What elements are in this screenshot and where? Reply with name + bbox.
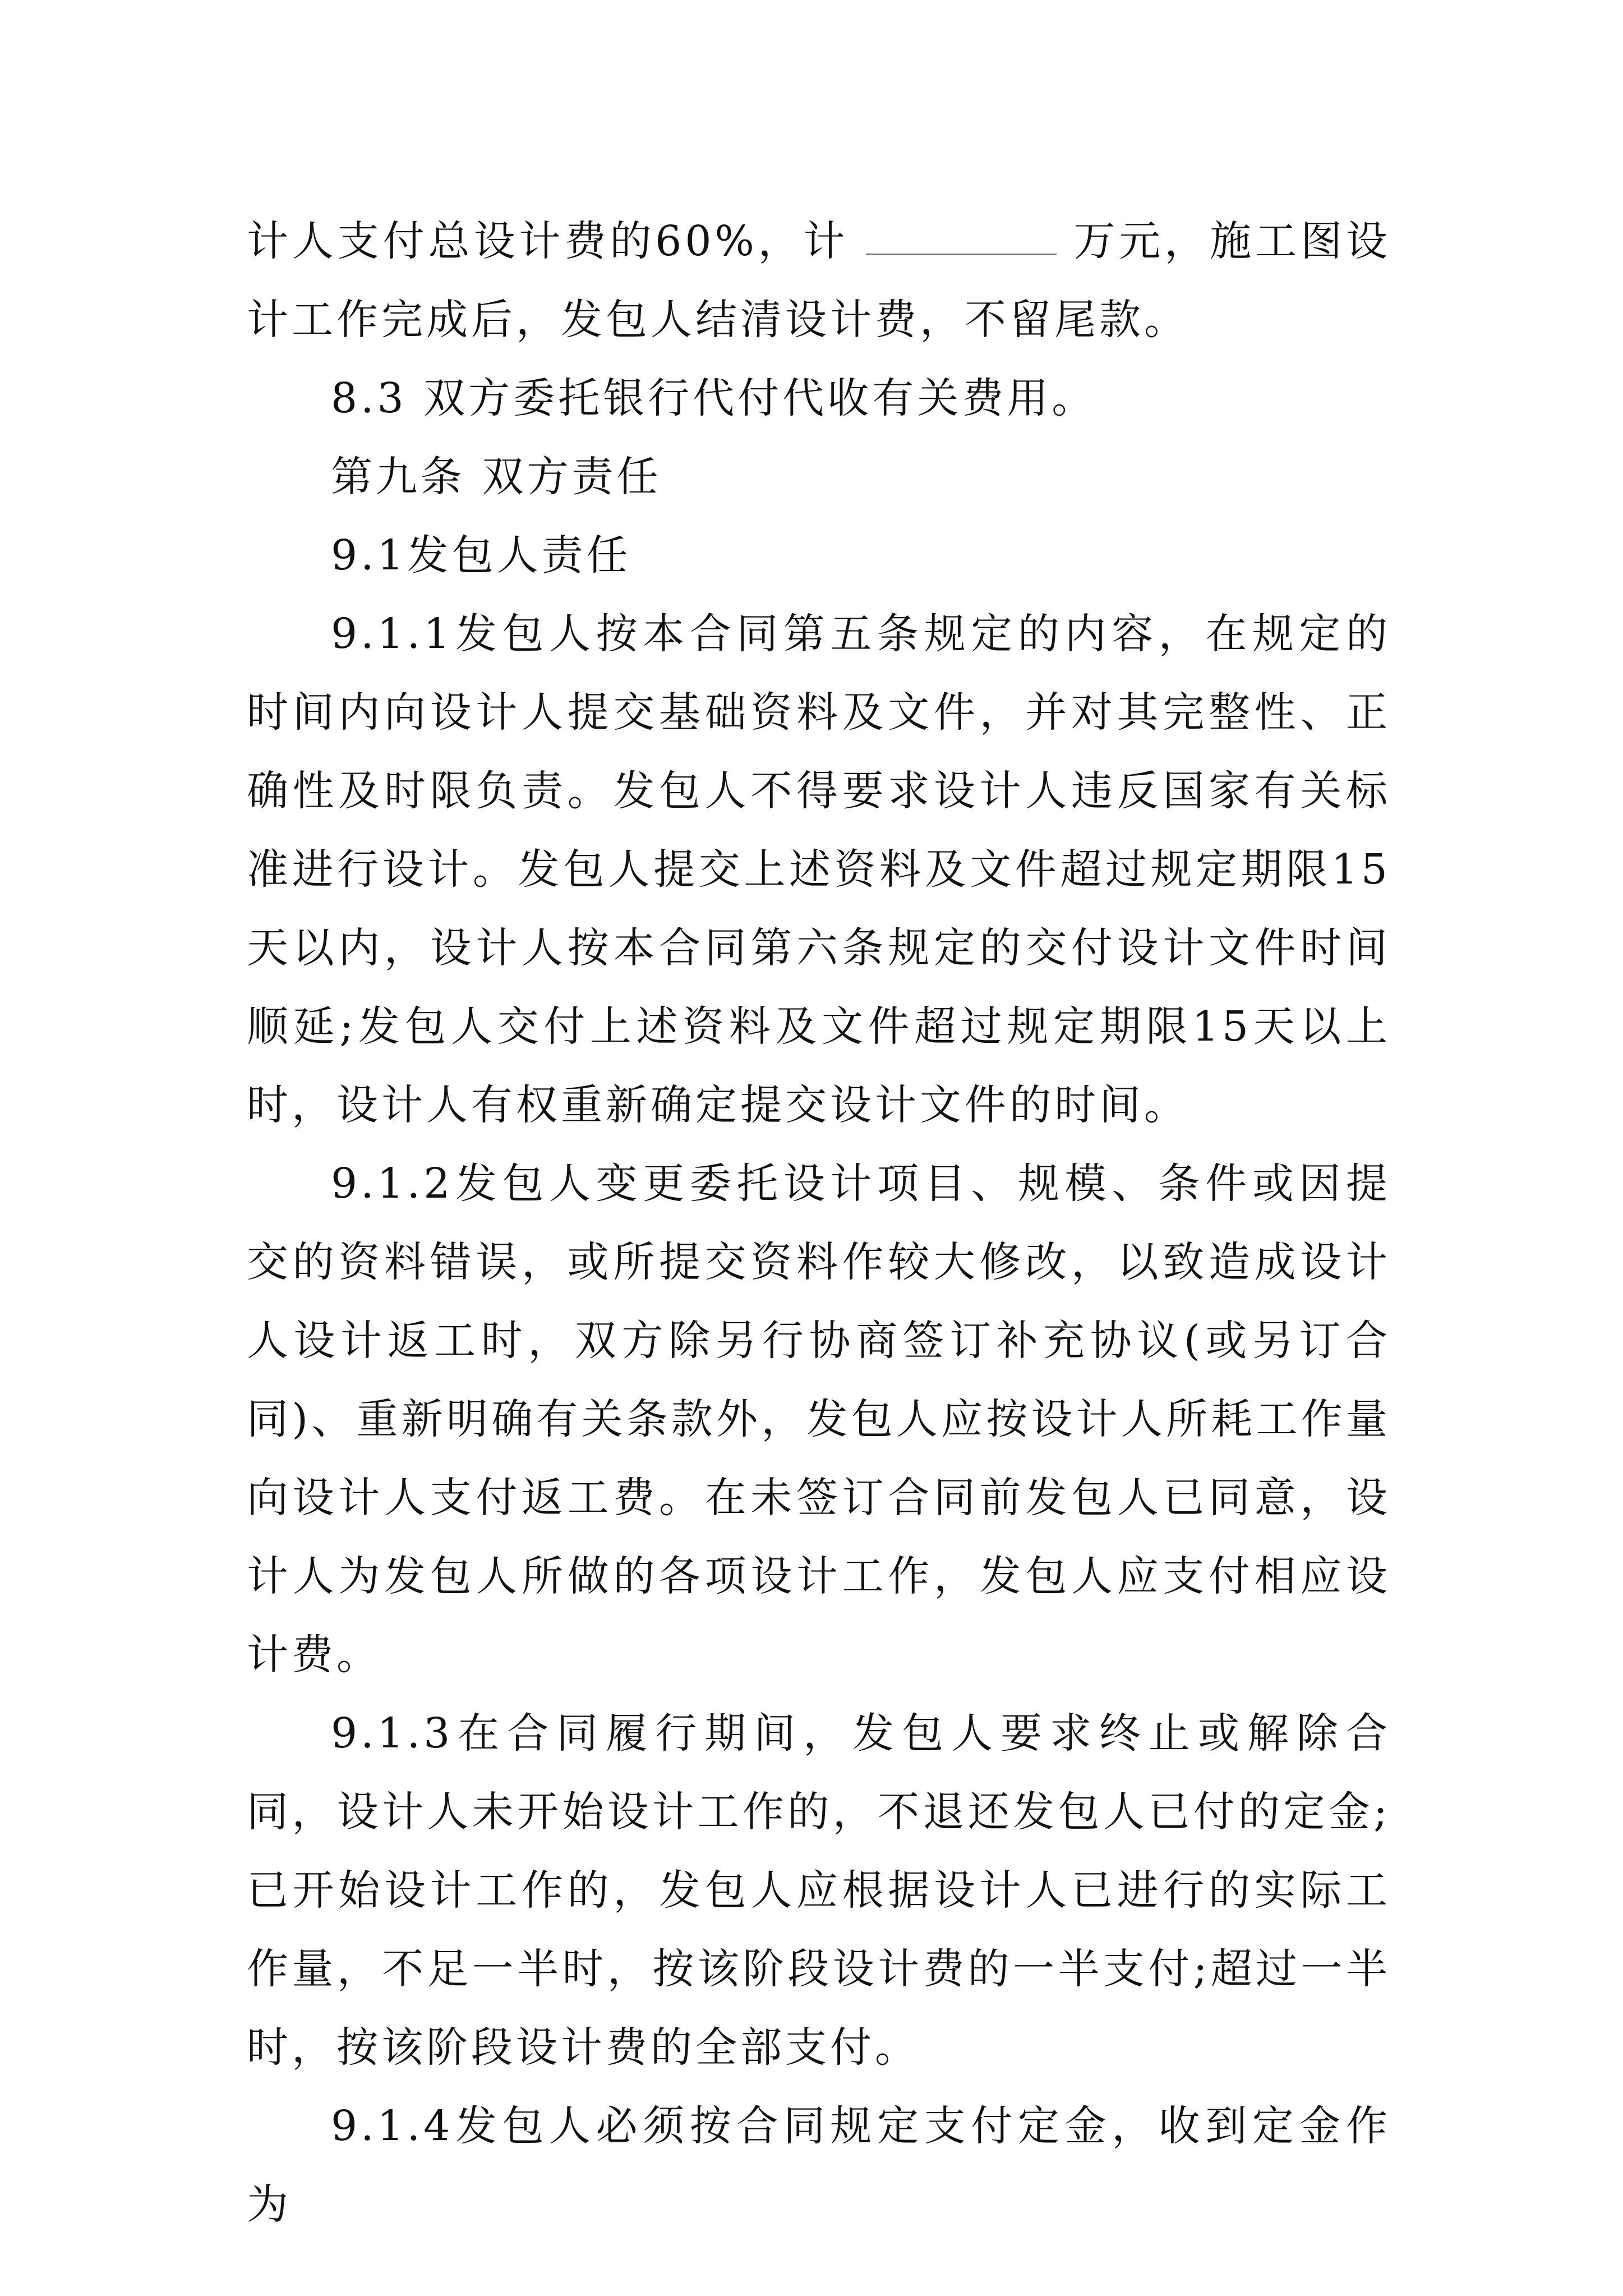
paragraph-payment-terms: [247, 202, 1391, 359]
paragraph-8-3: 8.3 双方委托银行代付代收有关费用。: [331, 374, 1097, 422]
payment-text-after-blank: 万元，施工图设计工作完成后，发包人结清设计费，不留尾款。: [247, 217, 1391, 344]
paragraph-9-1-3: 9.1.3在合同履行期间，发包人要求终止或解除合同，设计人未开始设计工作的，不退还发包人已付的定金;已开始设计工作的，发包人应根据设计人已进行的实际工作量，不足一半时，按该阶段设计费的一半支付;超过一半时，按该阶段设计费的全部支付。: [247, 1709, 1391, 2072]
article-9-heading: 第九条 双方责任: [331, 453, 662, 501]
paragraph-9-1-1: 9.1.1发包人按本合同第五条规定的内容，在规定的时间内向设计人提交基础资料及文件，并对其完整性、正确性及时限负责。发包人不得要求设计人违反国家有关标准进行设计。发包人提交上述资料及文件超过规定期限15天以内，设计人按本合同第六条规定的交付设计文件时间顺延;发包人交付上述资料及文件超过规定期限15天以上时，设计人有权重新确定提交设计文件的时间。: [247, 610, 1391, 1129]
document-body: [247, 202, 1391, 2244]
amount-blank-field: [866, 220, 1057, 255]
paragraph-9-1-2: 9.1.2发包人变更委托设计项目、规模、条件或因提交的资料错误，或所提交资料作较大修改，以致造成设计人设计返工时，双方除另行协商签订补充协议(或另订合同)、重新明确有关条款外，发包人应按设计人所耗工作量向设计人支付返工费。在未签订合同前发包人已同意，设计人为发包人所做的各项设计工作，发包人应支付相应设计费。: [247, 1159, 1391, 1679]
paragraph-9-1-4: 9.1.4发包人必须按合同规定支付定金，收到定金作为: [247, 2102, 1391, 2229]
payment-text-before-blank: 计人支付总设计费的60%，计: [247, 217, 849, 265]
section-9-1-heading: 9.1发包人责任: [331, 531, 631, 579]
